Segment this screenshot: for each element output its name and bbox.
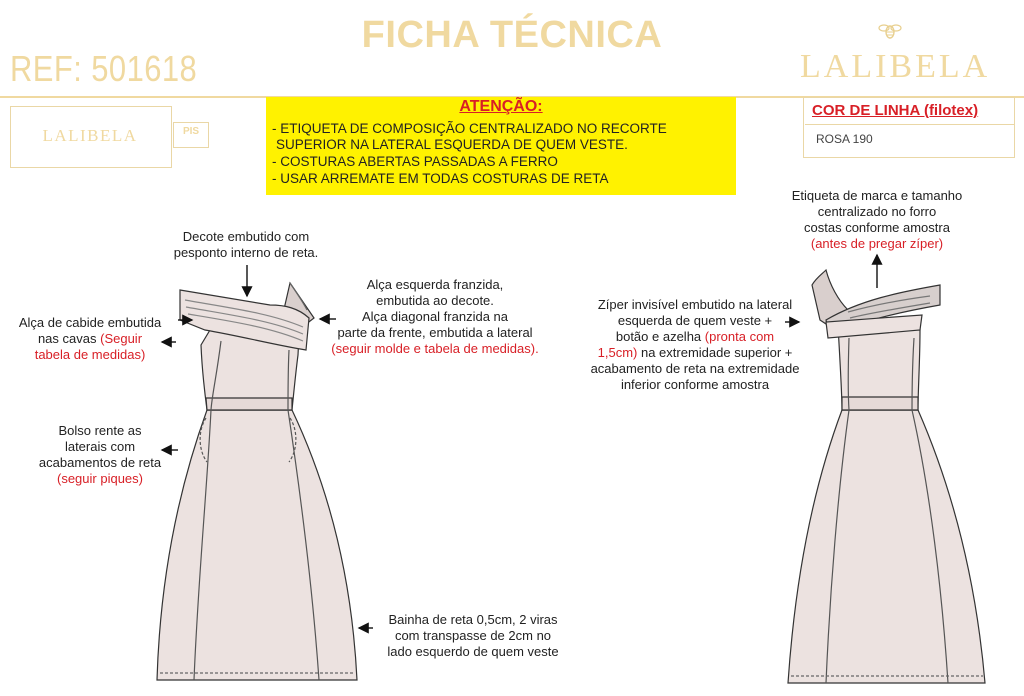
note-line: Alça de cabide embutida [18,315,162,330]
note-line-red: tabela de medidas) [34,347,146,362]
brand-logo: LALIBELA [800,48,991,85]
note-line: Alça diagonal franzida na [362,309,508,324]
note-hem [367,612,579,660]
note-line [562,329,828,345]
logo-box-brand: LALIBELA [42,126,138,145]
note-line: laterais com [64,439,136,454]
attention-line: - COSTURAS ABERTAS PASSADAS A FERRO [272,154,558,169]
attention-title: ATENÇÃO: [459,98,543,115]
note-line-red: (pronta com [704,329,775,344]
attention-line: SUPERIOR NA LATERAL ESQUERDA DE QUEM VESTE. [276,137,628,152]
note-line: Decote embutido com [182,229,310,244]
note-line: embutida ao decote. [376,293,494,308]
note-line-red: (seguir piques) [57,471,143,486]
note-neckline [158,229,334,261]
note-line-part: botão e azelha [615,329,705,344]
attention-line: - ETIQUETA DE COMPOSIÇÃO CENTRALIZADO NO RECORTE [272,121,667,136]
note-line-part: na extremidade superior + [637,345,793,360]
note-line: com transpasse de 2cm no [394,628,552,643]
attention-line: - USAR ARREMATE EM TODAS COSTURAS DE RETA [272,171,609,186]
pis-tag: PIS [182,126,200,137]
note-zipper [562,297,828,393]
note-line: pesponto interno de reta. [173,245,319,260]
note-line: inferior conforme amostra [620,377,770,392]
note-line: Etiqueta de marca e tamanho [791,188,963,203]
note-hanger-strap [2,315,178,363]
note-line-red: (antes de pregar zíper) [810,236,944,251]
page-title: FICHA TÉCNICA [361,14,663,56]
note-line-red: (seguir molde e tabela de medidas). [331,341,539,356]
note-line: parte da frente, embutida a lateral [337,325,533,340]
note-line [562,345,828,361]
note-line-red: 1,5cm) [597,345,638,360]
note-line: Bolso rente as [58,423,142,438]
note-line: Bainha de reta 0,5cm, 2 viras [388,612,558,627]
note-line: costas conforme amostra [804,220,950,235]
note-line: Alça esquerda franzida, [366,277,504,292]
note-line-part: nas cavas [37,331,101,346]
thread-color-title: COR DE LINHA (filotex) [812,102,979,119]
reference-code: REF: 501618 [10,48,198,89]
note-line-red: (Seguir [100,331,143,346]
note-line: esquerda de quem veste + [617,313,773,328]
note-line: acabamentos de reta [38,455,162,470]
note-back-label [766,188,988,252]
note-pocket [32,423,168,487]
note-line: centralizado no forro [817,204,937,219]
note-line: lado esquerdo de quem veste [387,644,559,659]
note-line [2,331,178,347]
note-line: acabamento de reta na extremidade [590,361,800,376]
note-line: Zíper invisível embutido na lateral [597,297,793,312]
note-left-strap [310,277,560,357]
thread-color-value: ROSA 190 [816,132,873,146]
